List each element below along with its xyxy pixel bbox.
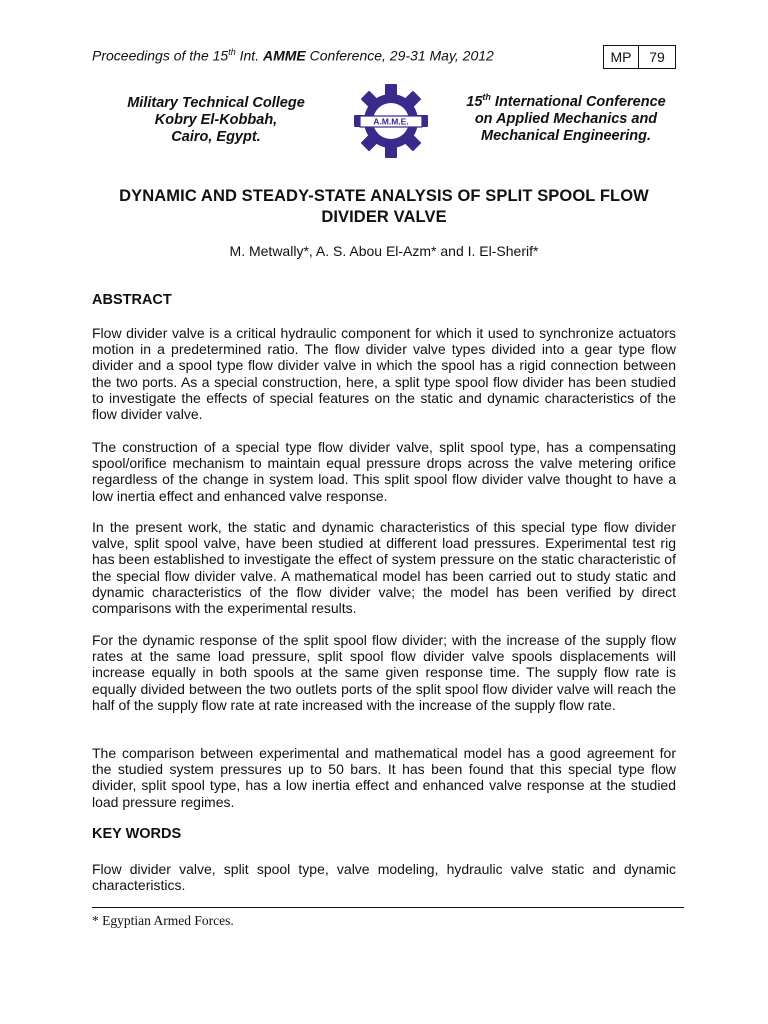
- abstract-paragraph-3: In the present work, the static and dynamic characteristics of this special type flow divider valve, split spool valve, have been studied at different load pressures. Experimental test rig has been established to investigate the effect of system pressure on the static characteristic of the special flow divider valve. A mathematical model has been carried out to study static and dynamic characteristics of the flow divider valve; the model has been verified by direct comparisons with the experimental results.: [92, 519, 676, 617]
- proceedings-suffix: Conference, 29-31 May, 2012: [305, 47, 494, 64]
- abstract-paragraph-4: For the dynamic response of the split spool flow divider; with the increase of the supply flow rates at the same load pressure, split spool flow divider valve spools displacements will increase equally in both spools at the same given response time. The supply flow rate is equally divided between the two outlets ports of the split spool flow divider valve will reach the half of the supply flow rate at rate increased with the increase of the supply flow rate.: [92, 632, 676, 713]
- affiliation-left: [100, 95, 332, 146]
- affiliation-right: [452, 94, 680, 145]
- affiliation-left-line3: Cairo, Egypt.: [171, 129, 261, 145]
- proceedings-mid: Int.: [235, 47, 263, 64]
- proceedings-prefix: Proceedings of the 15: [92, 47, 229, 64]
- paper-code-track: MP: [604, 46, 639, 68]
- affiliation-left-line2: Kobry El-Kobbah,: [154, 112, 278, 128]
- paper-authors: M. Metwally*, A. S. Abou El-Azm* and I. El-Sherif*: [229, 243, 539, 259]
- keywords-text: Flow divider valve, split spool type, valve modeling, hydraulic valve static and dynamic characteristics.: [92, 861, 676, 894]
- proceedings-sup: th: [228, 47, 236, 57]
- abstract-paragraph-2: The construction of a special type flow divider valve, split spool type, has a compensating spool/orifice mechanism to maintain equal pressure drops across the valve metering orifice regardless of the change in system load. This split spool flow divider valve thought to have a low inertia effect and enhanced valve response.: [92, 439, 676, 504]
- affiliation-right-line1: [452, 94, 680, 111]
- affiliation-left-line1: Military Technical College: [127, 95, 305, 111]
- abstract-paragraph-5: The comparison between experimental and mathematical model has a good agreement for the studied system pressures up to 50 bars. It has been found that this special type flow divider, split spool type, has a low inertia effect and enhanced valve response at the studied load pressure regimes.: [92, 745, 676, 810]
- paper-code-number: 79: [649, 49, 665, 65]
- conference-name: International Conference: [490, 94, 666, 110]
- footnote-divider: [92, 907, 684, 908]
- affiliation-right-line3: Mechanical Engineering.: [480, 128, 651, 144]
- conference-number: 15: [466, 94, 483, 110]
- amme-logo-gear-icon: [353, 83, 429, 159]
- paper-code-box: [603, 45, 676, 69]
- keywords-heading: KEY WORDS: [92, 826, 182, 842]
- abstract-paragraph-1: Flow divider valve is a critical hydraulic component for which it used to synchronize actuators motion in a predetermined ratio. The flow divider valve types divided into a gear type flow divider and a spool type flow divider valve in which the spool has a rigid connection between the two ports. As a special construction, here, a split type spool flow divider has been studied to investigate the effects of special features on the static and dynamic characteristics of the flow divider valve.: [92, 325, 676, 423]
- proceedings-amme: AMME: [262, 47, 306, 64]
- paper-title: DYNAMIC AND STEADY-STATE ANALYSIS OF SPLIT SPOOL FLOW DIVIDER VALVE: [119, 187, 649, 226]
- affiliation-right-line2: on Applied Mechanics and: [474, 111, 658, 127]
- logo-text: A.M.M.E.: [373, 116, 409, 127]
- proceedings-header: [92, 47, 494, 64]
- footnote: * Egyptian Armed Forces.: [92, 913, 234, 928]
- abstract-heading: ABSTRACT: [92, 292, 172, 308]
- conference-sup: th: [482, 92, 491, 103]
